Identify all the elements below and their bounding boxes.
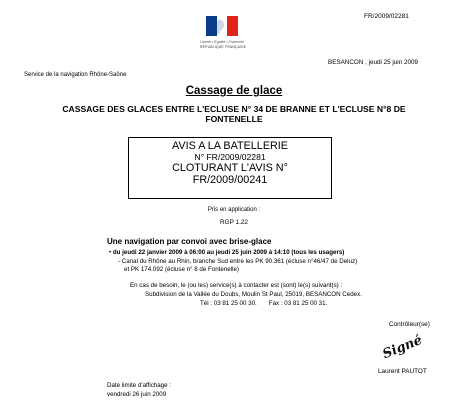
location-line-2: et PK 174.092 (écluse n° 8 de Fontenelle) bbox=[124, 266, 239, 273]
marianne-flag-icon bbox=[206, 16, 238, 36]
bullet-icon: • bbox=[109, 249, 112, 256]
issuing-service: Service de la navigation Rhône-Saône bbox=[24, 72, 127, 78]
contact-intro: En cas de besoin, le (ou les) service(s) à contacter est (sont) le(s) suivant(s) : bbox=[130, 282, 343, 289]
notice-box bbox=[128, 137, 332, 199]
contact-address: Subdivision de la Vallée du Doubs, Moulin St Paul, 25019, BESANCON Cedex. bbox=[145, 291, 362, 298]
period-text: du jeudi 22 janvier 2009 à 06:00 au jeudi 25 juin 2009 à 14:10 (tous les usagers) bbox=[112, 249, 345, 256]
location-line-1: - Canal du Rhône au Rhin, branche Sud entre les PK 90.361 (écluse n°46/47 de Deluz) bbox=[118, 258, 358, 265]
logo-country: RÉPUBLIQUE FRANÇAISE bbox=[200, 45, 247, 49]
closing-notice-label: CLOTURANT L'AVIS N° bbox=[172, 162, 288, 174]
contact-phone: Tél : 03 81 25 00 30. Fax : 03 81 25 00 31. bbox=[200, 299, 328, 307]
republique-francaise-logo bbox=[200, 14, 247, 50]
closed-notice-number: FR/2009/00241 bbox=[192, 174, 268, 186]
display-deadline-value: vendredi 26 juin 2009 bbox=[107, 391, 167, 398]
notice-heading: AVIS A LA BATELLERIE bbox=[171, 140, 289, 152]
location-details bbox=[118, 258, 448, 274]
period-line bbox=[109, 249, 344, 256]
signatory-name: Laurent PAUTOT bbox=[378, 368, 427, 375]
signature-stamp: Signé bbox=[380, 332, 425, 363]
application-value: RGP 1.22 bbox=[220, 219, 248, 226]
document-title: Cassage de glace bbox=[185, 85, 283, 97]
display-deadline bbox=[107, 381, 171, 399]
notice-number: N° FR/2009/02281 bbox=[194, 152, 266, 162]
display-deadline-label: Date limite d'affichage : bbox=[107, 382, 172, 389]
application-label: Pris en application : bbox=[207, 207, 261, 213]
logo-motto: Liberté • Égalité • Fraternité bbox=[200, 40, 244, 44]
document-subtitle: CASSAGE DES GLACES ENTRE L'ECLUSE N° 34 DE BRANNE ET L'ECLUSE N°8 DE FONTENELLE bbox=[62, 104, 406, 124]
contact-block bbox=[145, 291, 362, 308]
signatory-role: Contrôleur(se) bbox=[389, 321, 430, 328]
reference-number: FR/2009/02281 bbox=[364, 13, 409, 20]
section-heading: Une navigation par convoi avec brise-glace bbox=[107, 237, 272, 246]
city-date: BESANCON , jeudi 25 juin 2009 bbox=[328, 59, 418, 66]
